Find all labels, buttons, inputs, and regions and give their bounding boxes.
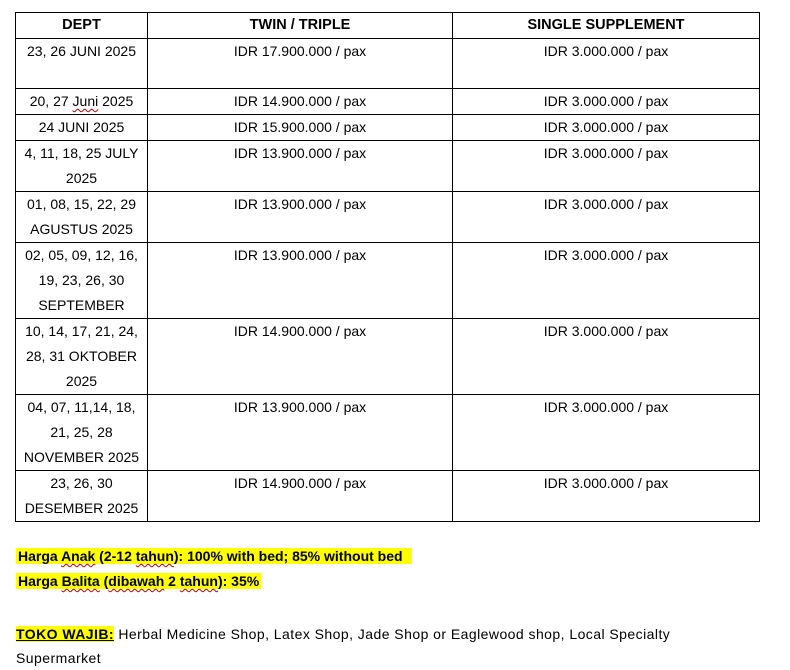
dept-cell: 4, 11, 18, 25 JULY 2025 [16, 141, 148, 192]
header-single-supplement: SINGLE SUPPLEMENT [453, 13, 760, 39]
spellcheck-word: tahun [135, 548, 174, 564]
single-supplement-cell: IDR 3.000.000 / pax [453, 471, 760, 522]
twin-price-cell: IDR 13.900.000 / pax [148, 395, 453, 471]
table-row [16, 243, 760, 319]
highlight [16, 573, 261, 589]
table-row [16, 89, 760, 115]
table-row [16, 319, 760, 395]
note-text: ): 100% with bed; 85% without bed [173, 548, 403, 564]
twin-price-cell: IDR 13.900.000 / pax [148, 141, 453, 192]
single-supplement-cell: IDR 3.000.000 / pax [453, 243, 760, 319]
single-supplement-cell: IDR 3.000.000 / pax [453, 319, 760, 395]
dept-text: 2025 [98, 93, 134, 109]
note-text: Harga [18, 573, 62, 589]
twin-price-cell: IDR 13.900.000 / pax [148, 243, 453, 319]
single-supplement-cell: IDR 3.000.000 / pax [453, 141, 760, 192]
table-row [16, 471, 760, 522]
spellcheck-word: Balita [61, 573, 100, 589]
twin-price-cell: IDR 15.900.000 / pax [148, 115, 453, 141]
table-row [16, 115, 760, 141]
dept-cell: 04, 07, 11,14, 18, 21, 25, 28 NOVEMBER 2025 [16, 395, 148, 471]
price-table [15, 12, 760, 522]
dept-cell: 23, 26 JUNI 2025 [16, 39, 148, 89]
note-text: ): 35% [217, 573, 260, 589]
spellcheck-word: tahun [179, 573, 218, 589]
child-price-note [16, 546, 412, 566]
dept-cell: 10, 14, 17, 21, 24, 28, 31 OKTOBER 2025 [16, 319, 148, 395]
note-text: 2 [164, 573, 180, 589]
twin-price-cell: IDR 13.900.000 / pax [148, 192, 453, 243]
note-text: Harga [18, 548, 62, 564]
highlight [16, 548, 412, 564]
mandatory-shop-list: Herbal Medicine Shop, Latex Shop, Jade Shop or Eaglewood shop, Local Specialty Supermarket [16, 626, 671, 666]
twin-price-cell: IDR 14.900.000 / pax [148, 89, 453, 115]
table-row [16, 141, 760, 192]
dept-cell [16, 89, 148, 115]
header-dept: DEPT [16, 13, 148, 39]
twin-price-cell: IDR 14.900.000 / pax [148, 471, 453, 522]
dept-cell: 24 JUNI 2025 [16, 115, 148, 141]
table-header-row [16, 13, 760, 39]
mandatory-shop-label: TOKO WAJIB: [16, 626, 115, 642]
dept-cell: 01, 08, 15, 22, 29 AGUSTUS 2025 [16, 192, 148, 243]
twin-price-cell: IDR 14.900.000 / pax [148, 319, 453, 395]
spellcheck-word: dibawah [108, 573, 165, 589]
mandatory-shop-note [16, 622, 716, 670]
single-supplement-cell: IDR 3.000.000 / pax [453, 395, 760, 471]
spellcheck-word: Juni [72, 93, 99, 109]
dept-cell: 02, 05, 09, 12, 16, 19, 23, 26, 30 SEPTEMBER [16, 243, 148, 319]
note-text: (2-12 [95, 548, 136, 564]
table-row [16, 192, 760, 243]
single-supplement-cell: IDR 3.000.000 / pax [453, 115, 760, 141]
spellcheck-word: Anak [61, 548, 96, 564]
infant-price-note [16, 571, 261, 591]
table-row [16, 39, 760, 89]
table-row [16, 395, 760, 471]
note-text: ( [99, 573, 109, 589]
dept-text: 20, 27 [29, 93, 73, 109]
single-supplement-cell: IDR 3.000.000 / pax [453, 192, 760, 243]
header-twin-triple: TWIN / TRIPLE [148, 13, 453, 39]
single-supplement-cell: IDR 3.000.000 / pax [453, 39, 760, 89]
twin-price-cell: IDR 17.900.000 / pax [148, 39, 453, 89]
dept-cell: 23, 26, 30 DESEMBER 2025 [16, 471, 148, 522]
single-supplement-cell: IDR 3.000.000 / pax [453, 89, 760, 115]
